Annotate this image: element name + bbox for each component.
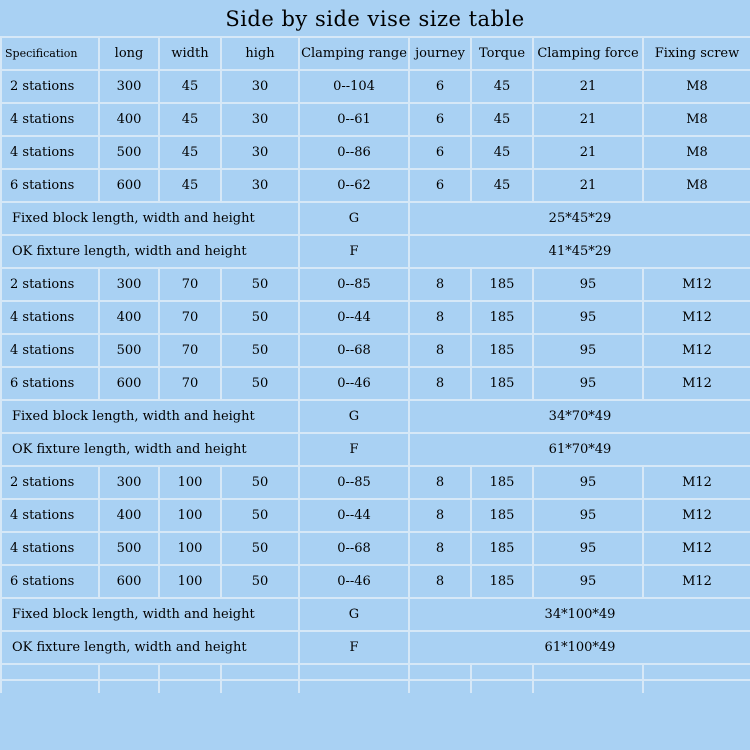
- fixed-block-label: Fixed block length, width and height: [1, 598, 299, 631]
- empty-cell: [409, 664, 471, 680]
- cell-torque: 185: [471, 367, 533, 400]
- cell-clamping-range: 0--68: [299, 532, 409, 565]
- cell-specification: 4 stations: [1, 301, 99, 334]
- cell-long: 500: [99, 532, 159, 565]
- cell-journey: 8: [409, 268, 471, 301]
- cell-clamping-range: 0--85: [299, 466, 409, 499]
- cell-high: 50: [221, 367, 299, 400]
- fixed-block-label: Fixed block length, width and height: [1, 202, 299, 235]
- cell-fixing-screw: M12: [643, 565, 750, 598]
- cell-width: 70: [159, 301, 221, 334]
- cell-torque: 185: [471, 301, 533, 334]
- cell-fixing-screw: M8: [643, 136, 750, 169]
- cell-clamping-range: 0--86: [299, 136, 409, 169]
- cell-clamping-range: 0--104: [299, 70, 409, 103]
- fixed-block-row: [1, 202, 750, 235]
- cell-clamping-range: 0--46: [299, 367, 409, 400]
- cell-width: 100: [159, 466, 221, 499]
- empty-cell: [409, 680, 471, 693]
- empty-cell: [533, 680, 643, 693]
- cell-clamping-force: 95: [533, 499, 643, 532]
- cell-width: 45: [159, 136, 221, 169]
- cell-torque: 45: [471, 169, 533, 202]
- table-row: [1, 334, 750, 367]
- cell-clamping-force: 95: [533, 466, 643, 499]
- cell-clamping-range: 0--68: [299, 334, 409, 367]
- ok-fixture-row: [1, 631, 750, 664]
- empty-cell: [299, 680, 409, 693]
- cell-torque: 45: [471, 136, 533, 169]
- cell-high: 50: [221, 499, 299, 532]
- empty-cell: [221, 664, 299, 680]
- cell-specification: 4 stations: [1, 532, 99, 565]
- cell-journey: 6: [409, 103, 471, 136]
- cell-long: 400: [99, 499, 159, 532]
- cell-journey: 8: [409, 466, 471, 499]
- table-row: [1, 136, 750, 169]
- ok-fixture-label: OK fixture length, width and height: [1, 235, 299, 268]
- cell-high: 30: [221, 169, 299, 202]
- cell-clamping-force: 21: [533, 103, 643, 136]
- fixed-block-row: [1, 400, 750, 433]
- cell-journey: 8: [409, 301, 471, 334]
- empty-cell: [1, 664, 99, 680]
- table-row: [1, 466, 750, 499]
- cell-clamping-range: 0--46: [299, 565, 409, 598]
- cell-fixing-screw: M12: [643, 268, 750, 301]
- table-row: [1, 169, 750, 202]
- empty-cell: [159, 680, 221, 693]
- empty-row: [1, 664, 750, 680]
- cell-long: 300: [99, 466, 159, 499]
- empty-row: [1, 680, 750, 693]
- ok-fixture-label: OK fixture length, width and height: [1, 631, 299, 664]
- table-row: [1, 103, 750, 136]
- cell-torque: 185: [471, 268, 533, 301]
- cell-specification: 2 stations: [1, 268, 99, 301]
- empty-cell: [533, 664, 643, 680]
- cell-torque: 185: [471, 466, 533, 499]
- header-clamping-range: Clamping range: [299, 37, 409, 70]
- header-fixing-screw: Fixing screw: [643, 37, 750, 70]
- cell-long: 600: [99, 565, 159, 598]
- cell-clamping-range: 0--62: [299, 169, 409, 202]
- fixed-block-code: G: [299, 598, 409, 631]
- table-row: [1, 70, 750, 103]
- table-row: [1, 532, 750, 565]
- ok-fixture-row: [1, 433, 750, 466]
- cell-clamping-force: 21: [533, 136, 643, 169]
- cell-long: 400: [99, 103, 159, 136]
- cell-fixing-screw: M12: [643, 334, 750, 367]
- cell-fixing-screw: M8: [643, 70, 750, 103]
- cell-high: 50: [221, 268, 299, 301]
- cell-journey: 6: [409, 169, 471, 202]
- cell-width: 70: [159, 268, 221, 301]
- table-row: [1, 268, 750, 301]
- cell-long: 300: [99, 268, 159, 301]
- cell-specification: 4 stations: [1, 499, 99, 532]
- table-row: [1, 499, 750, 532]
- fixed-block-code: G: [299, 202, 409, 235]
- fixed-block-label: Fixed block length, width and height: [1, 400, 299, 433]
- cell-clamping-force: 95: [533, 301, 643, 334]
- cell-specification: 4 stations: [1, 334, 99, 367]
- ok-fixture-label: OK fixture length, width and height: [1, 433, 299, 466]
- ok-fixture-code: F: [299, 433, 409, 466]
- ok-fixture-row: [1, 235, 750, 268]
- cell-specification: 2 stations: [1, 466, 99, 499]
- ok-fixture-code: F: [299, 631, 409, 664]
- page-title: Side by side vise size table: [225, 7, 525, 31]
- cell-fixing-screw: M12: [643, 499, 750, 532]
- fixed-block-dimensions: 34*70*49: [409, 400, 750, 433]
- cell-high: 30: [221, 103, 299, 136]
- cell-journey: 8: [409, 532, 471, 565]
- ok-fixture-code: F: [299, 235, 409, 268]
- cell-high: 50: [221, 334, 299, 367]
- cell-journey: 8: [409, 565, 471, 598]
- cell-high: 50: [221, 532, 299, 565]
- cell-torque: 45: [471, 70, 533, 103]
- cell-fixing-screw: M12: [643, 466, 750, 499]
- header-width: width: [159, 37, 221, 70]
- cell-clamping-range: 0--44: [299, 499, 409, 532]
- header-journey: journey: [409, 37, 471, 70]
- cell-width: 70: [159, 334, 221, 367]
- cell-fixing-screw: M8: [643, 103, 750, 136]
- cell-width: 45: [159, 103, 221, 136]
- cell-clamping-force: 95: [533, 367, 643, 400]
- cell-fixing-screw: M12: [643, 367, 750, 400]
- cell-width: 45: [159, 70, 221, 103]
- ok-fixture-dimensions: 61*70*49: [409, 433, 750, 466]
- cell-high: 50: [221, 466, 299, 499]
- empty-cell: [159, 664, 221, 680]
- empty-cell: [643, 664, 750, 680]
- cell-width: 70: [159, 367, 221, 400]
- empty-cell: [643, 680, 750, 693]
- empty-cell: [299, 664, 409, 680]
- cell-long: 500: [99, 136, 159, 169]
- cell-fixing-screw: M12: [643, 532, 750, 565]
- ok-fixture-dimensions: 41*45*29: [409, 235, 750, 268]
- vise-size-table: [0, 36, 750, 693]
- cell-clamping-force: 95: [533, 268, 643, 301]
- header-long: long: [99, 37, 159, 70]
- cell-torque: 185: [471, 499, 533, 532]
- empty-cell: [99, 680, 159, 693]
- header-row: [1, 37, 750, 70]
- cell-specification: 6 stations: [1, 169, 99, 202]
- cell-clamping-force: 95: [533, 334, 643, 367]
- cell-long: 600: [99, 169, 159, 202]
- empty-cell: [471, 680, 533, 693]
- fixed-block-dimensions: 25*45*29: [409, 202, 750, 235]
- cell-long: 300: [99, 70, 159, 103]
- cell-clamping-force: 95: [533, 565, 643, 598]
- cell-specification: 6 stations: [1, 565, 99, 598]
- table-row: [1, 301, 750, 334]
- cell-torque: 45: [471, 103, 533, 136]
- cell-specification: 2 stations: [1, 70, 99, 103]
- cell-fixing-screw: M12: [643, 301, 750, 334]
- cell-high: 50: [221, 301, 299, 334]
- cell-clamping-force: 95: [533, 532, 643, 565]
- empty-cell: [1, 680, 99, 693]
- cell-fixing-screw: M8: [643, 169, 750, 202]
- cell-width: 100: [159, 499, 221, 532]
- cell-journey: 6: [409, 70, 471, 103]
- cell-width: 100: [159, 532, 221, 565]
- cell-clamping-range: 0--85: [299, 268, 409, 301]
- table-row: [1, 367, 750, 400]
- empty-cell: [471, 664, 533, 680]
- cell-width: 45: [159, 169, 221, 202]
- header-clamping-force: Clamping force: [533, 37, 643, 70]
- cell-specification: 4 stations: [1, 136, 99, 169]
- cell-torque: 185: [471, 532, 533, 565]
- table-body: [1, 70, 750, 693]
- header-specification: Specification: [1, 37, 99, 70]
- cell-clamping-range: 0--61: [299, 103, 409, 136]
- cell-high: 50: [221, 565, 299, 598]
- fixed-block-dimensions: 34*100*49: [409, 598, 750, 631]
- ok-fixture-dimensions: 61*100*49: [409, 631, 750, 664]
- cell-journey: 8: [409, 367, 471, 400]
- table-row: [1, 565, 750, 598]
- empty-cell: [221, 680, 299, 693]
- cell-long: 500: [99, 334, 159, 367]
- cell-high: 30: [221, 70, 299, 103]
- fixed-block-row: [1, 598, 750, 631]
- cell-torque: 185: [471, 334, 533, 367]
- cell-journey: 6: [409, 136, 471, 169]
- cell-long: 600: [99, 367, 159, 400]
- header-high: high: [221, 37, 299, 70]
- cell-long: 400: [99, 301, 159, 334]
- cell-specification: 6 stations: [1, 367, 99, 400]
- cell-clamping-force: 21: [533, 70, 643, 103]
- header-torque: Torque: [471, 37, 533, 70]
- cell-journey: 8: [409, 499, 471, 532]
- cell-width: 100: [159, 565, 221, 598]
- empty-cell: [99, 664, 159, 680]
- cell-journey: 8: [409, 334, 471, 367]
- cell-clamping-force: 21: [533, 169, 643, 202]
- cell-torque: 185: [471, 565, 533, 598]
- cell-specification: 4 stations: [1, 103, 99, 136]
- cell-clamping-range: 0--44: [299, 301, 409, 334]
- fixed-block-code: G: [299, 400, 409, 433]
- cell-high: 30: [221, 136, 299, 169]
